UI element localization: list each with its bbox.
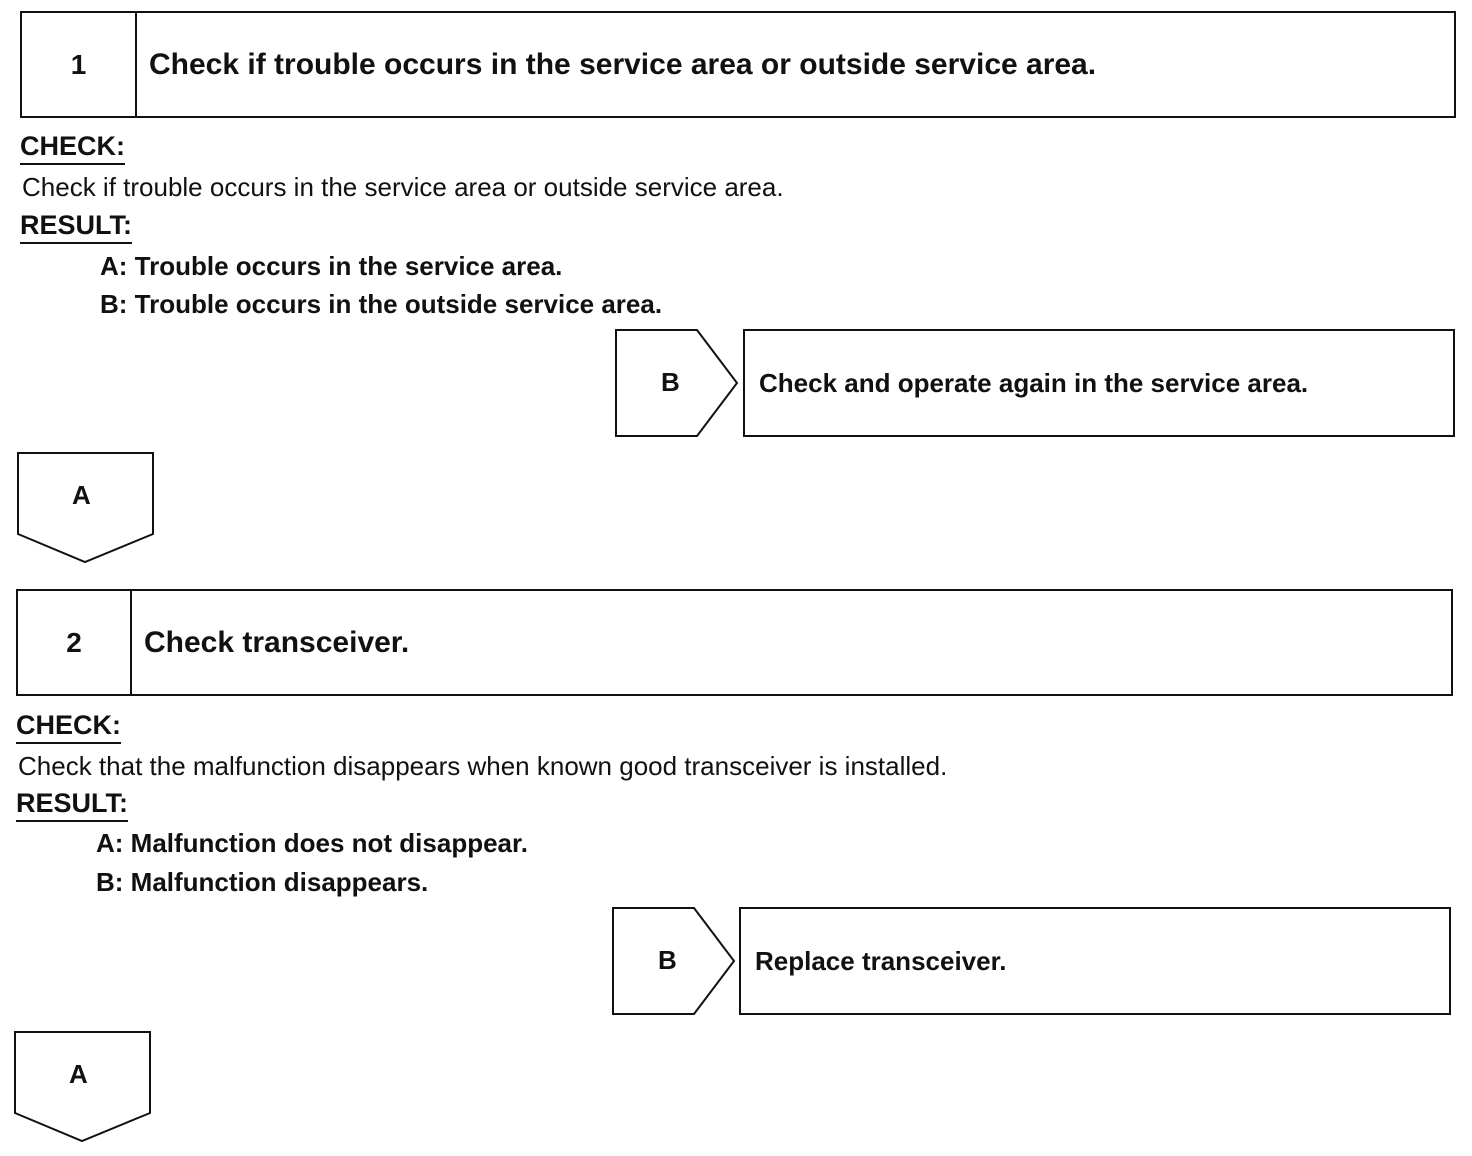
step-2-branch-b-action: Replace transceiver. (739, 907, 1451, 1015)
step-1-check-text: Check if trouble occurs in the service area or outside service area. (22, 172, 784, 202)
step-1-check-label: CHECK: (20, 130, 125, 165)
step-2-header (16, 589, 1453, 696)
step-1-result-b: B: Trouble occurs in the outside service area. (100, 289, 663, 319)
step-1-branch-b-action: Check and operate again in the service area. (743, 329, 1455, 437)
step-2-result-b: B: Malfunction disappears. (96, 867, 429, 897)
step-2-number: 2 (18, 591, 132, 694)
step-2-check-text: Check that the malfunction disappears when known good transceiver is installed. (18, 751, 948, 781)
step-1-branch-a-letter: A (72, 480, 91, 510)
step-1-result-a: A: Trouble occurs in the service area. (100, 251, 563, 281)
step-2-result-label: RESULT: (16, 787, 128, 822)
step-1-result-label: RESULT: (20, 209, 132, 244)
step-2-branch-a-letter: A (69, 1059, 88, 1089)
step-1-branch-b-tab (615, 329, 739, 437)
step-1-title: Check if trouble occurs in the service area or outside service area. (149, 47, 1097, 81)
step-2-result-a: A: Malfunction does not disappear. (96, 828, 528, 858)
step-1-number: 1 (22, 13, 137, 116)
step-1-branch-b-letter: B (661, 367, 680, 397)
step-2-check-label: CHECK: (16, 709, 121, 744)
step-1-header (20, 11, 1456, 118)
step-2-branch-b-tab (612, 907, 736, 1015)
step-1-branch-a-tab (17, 452, 155, 564)
step-2-branch-b-letter: B (658, 945, 677, 975)
step-2-branch-a-tab (14, 1031, 152, 1143)
step-2-title: Check transceiver. (144, 625, 410, 659)
